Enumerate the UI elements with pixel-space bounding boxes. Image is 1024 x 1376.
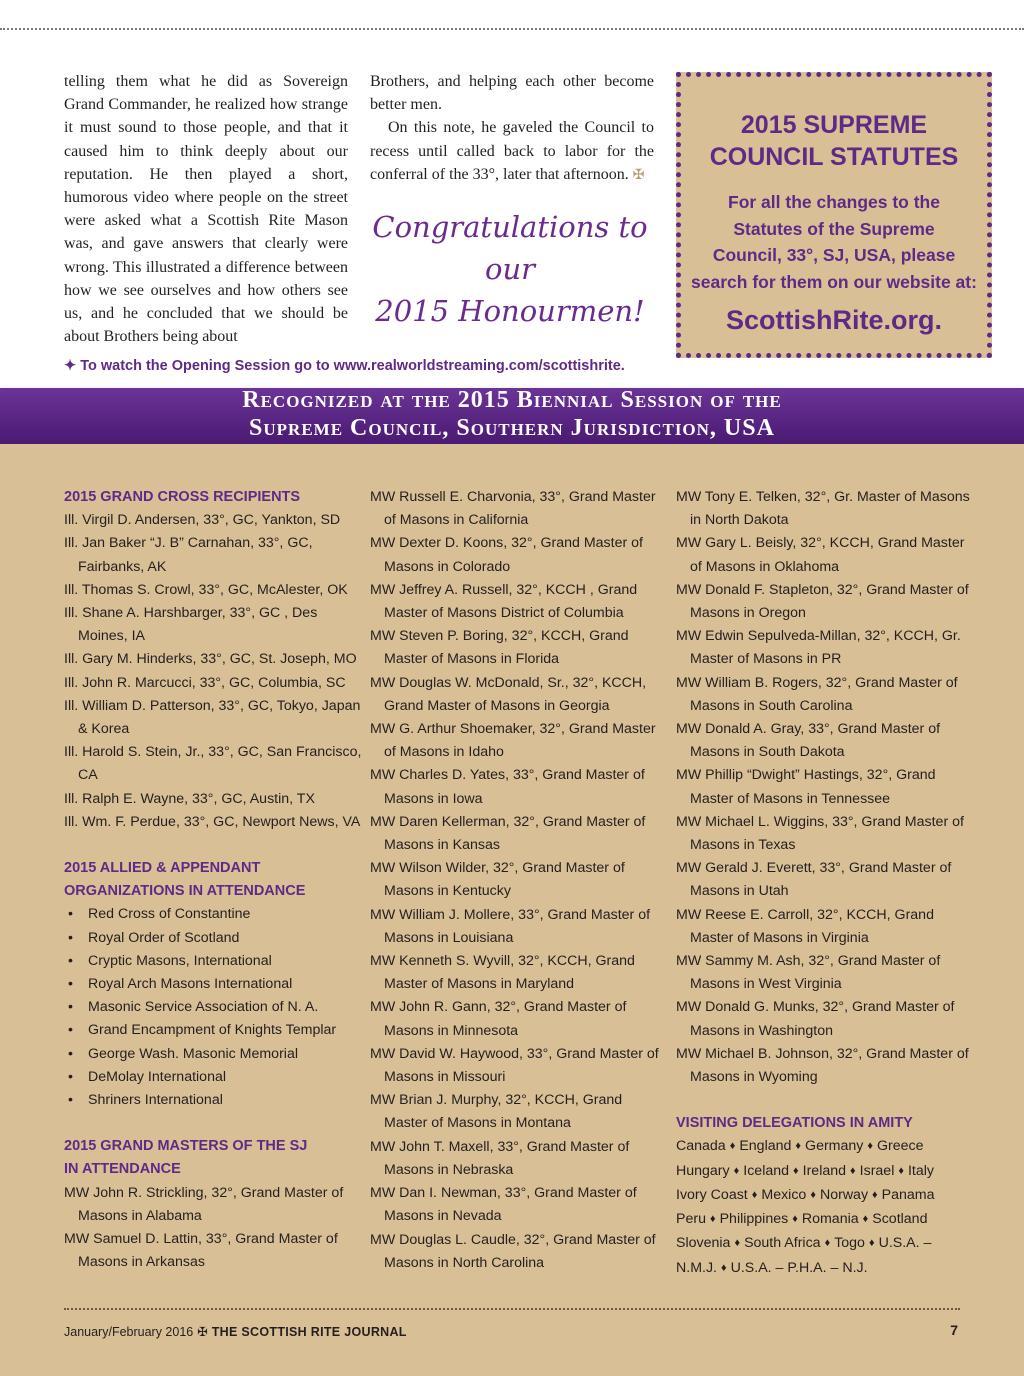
section-banner [0, 388, 1024, 444]
delegation-country: Mexico [761, 1186, 807, 1203]
list-item: MW John R. Gann, 32°, Grand Master of Masons in Minnesota [370, 999, 627, 1039]
allied-heading-line-1: 2015 ALLIED & APPENDANT [64, 860, 261, 877]
statutes-title-line-1: 2015 SUPREME [740, 111, 928, 139]
statutes-website-link[interactable]: ScottishRite.org. [725, 305, 942, 335]
congrats-line-2: 2015 Honourmen! [375, 294, 645, 328]
delegations-row [676, 1232, 974, 1256]
statutes-title-line-2: COUNCIL STATUTES [709, 143, 959, 171]
story-col2-paragraph-2 [370, 116, 654, 187]
recognition-column-2 [370, 486, 668, 1275]
list-item: MW Tony E. Telken, 32°, Gr. Master of Masons in North Dakota [676, 489, 970, 529]
list-item: MW G. Arthur Shoemaker, 32°, Grand Master of Masons in Idaho [370, 721, 656, 761]
footer-dotted-rule [64, 1308, 960, 1310]
list-item: MW John R. Strickling, 32°, Grand Master of Masons in Alabama [64, 1184, 344, 1224]
diamond-separator-icon: ♦ [824, 1237, 831, 1250]
delegations-row [676, 1184, 974, 1208]
list-item: Ill. William D. Patterson, 33°, GC, Tokyo, Japan & Korea [64, 697, 361, 738]
list-item: MW William J. Mollere, 33°, Grand Master of Masons in Louisiana [370, 906, 651, 946]
delegation-country: Israel [859, 1162, 895, 1179]
delegation-country: Norway [819, 1186, 869, 1203]
delegations-heading: VISITING DELEGATIONS IN AMITY [676, 1115, 913, 1132]
list-item: MW Dan I. Newman, 33°, Grand Master of Masons in Nevada [370, 1185, 637, 1225]
list-item: MW Gerald J. Everett, 33°, Grand Master of Masons in Utah [676, 860, 952, 900]
list-item: • Royal Arch Masons International [64, 973, 362, 996]
statutes-body [681, 189, 987, 295]
diamond-separator-icon: ♦ [795, 1140, 802, 1153]
recognition-column-3 [676, 486, 974, 1281]
list-item: • DeMolay International [64, 1066, 362, 1089]
diamond-separator-icon: ♦ [709, 1213, 716, 1226]
delegation-country: Romania [801, 1211, 859, 1228]
list-item: Ill. John R. Marcucci, 33°, GC, Columbia, SC [64, 674, 346, 691]
list-item: MW John T. Maxell, 33°, Grand Master of Masons in Nebraska [370, 1138, 630, 1178]
grand-masters-heading [64, 1135, 362, 1181]
list-item: • Grand Encampment of Knights Templar [64, 1019, 362, 1042]
allied-heading-line-2: ORGANIZATIONS IN ATTENDANCE [64, 883, 306, 900]
diamond-separator-icon: ♦ [734, 1237, 741, 1250]
delegation-country: Germany [805, 1138, 864, 1155]
list-item: MW Daren Kellerman, 32°, Grand Master of Masons in Kansas [370, 813, 646, 854]
banner-line-2: Supreme Council, Southern Jurisdiction, USA [249, 415, 775, 441]
list-item: Ill. Gary M. Hinderks, 33°, GC, St. Joseph, MO [64, 651, 357, 668]
list-item: MW Wilson Wilder, 32°, Grand Master of Masons in Kentucky [370, 860, 625, 900]
delegation-country: Peru [676, 1211, 706, 1228]
diamond-separator-icon: ♦ [792, 1213, 798, 1226]
congrats-line-1: Congratulations to our [372, 210, 648, 286]
diamond-separator-icon: ♦ [862, 1213, 869, 1226]
diamond-separator-icon: ♦ [733, 1164, 740, 1177]
delegation-country: Italy [907, 1162, 935, 1179]
story-column-2 [370, 70, 654, 187]
delegation-country: Hungary [676, 1162, 730, 1179]
list-item: Ill. Wm. F. Perdue, 33°, GC, Newport News, VA [64, 813, 361, 830]
congratulations-script [364, 206, 656, 332]
diamond-separator-icon: ♦ [872, 1188, 878, 1201]
delegation-country: England [739, 1138, 792, 1155]
story-col2-paragraph-2-text: On this note, he gaveled the Council to recess until called back to labor for the conferral of the 33°, later that afternoon. [370, 119, 654, 183]
list-item: MW Gary L. Beisly, 32°, KCCH, Grand Master of Masons in Oklahoma [676, 535, 965, 575]
banner-title [0, 386, 1024, 442]
delegation-country: Philippines [719, 1211, 789, 1228]
banner-line-1: Recognized at the 2015 Biennial Session of the [242, 387, 782, 413]
list-item: MW Kenneth S. Wyvill, 32°, KCCH, Grand Master of Masons in Maryland [370, 953, 635, 993]
list-item: MW Steven P. Boring, 32°, KCCH, Grand Master of Masons in Florida [370, 628, 629, 668]
watch-session-text[interactable]: To watch the Opening Session go to www.realworldstreaming.com/scottishrite. [80, 358, 625, 374]
list-item: MW Michael B. Johnson, 32°, Grand Master of Masons in Wyoming [676, 1045, 969, 1086]
statutes-title [681, 109, 987, 173]
spacer [64, 1112, 362, 1135]
recognition-column-1 [64, 486, 362, 1275]
statutes-body-line-3: Council, 33°, SJ, USA, please [712, 245, 956, 265]
delegation-country: Canada [676, 1138, 726, 1155]
list-item: Ill. Harold S. Stein, Jr., 33°, GC, San Francisco, CA [64, 744, 362, 784]
diamond-separator-icon: ♦ [720, 1261, 727, 1274]
delegation-country: Ireland [802, 1162, 847, 1179]
list-item: • Masonic Service Association of N. A. [64, 996, 362, 1019]
list-item: MW William B. Rogers, 32°, Grand Master of Masons in South Carolina [676, 674, 958, 714]
list-item: Ill. Ralph E. Wayne, 33°, GC, Austin, TX [64, 790, 315, 807]
list-item: MW Douglas L. Caudle, 32°, Grand Master of Masons in North Carolina [370, 1231, 656, 1271]
allied-heading [64, 857, 362, 903]
delegation-country: Slovenia [676, 1235, 731, 1252]
list-item: MW Brian J. Murphy, 32°, KCCH, Grand Master of Masons in Montana [370, 1092, 623, 1132]
list-item: MW Donald F. Stapleton, 32°, Grand Master of Masons in Oregon [676, 581, 969, 622]
delegation-country: Iceland [743, 1162, 790, 1179]
grand-masters-heading-line-1: 2015 GRAND MASTERS OF THE SJ [64, 1138, 308, 1155]
list-item: MW Dexter D. Koons, 32°, Grand Master of Masons in Colorado [370, 535, 643, 575]
grand-masters-heading-line-2: IN ATTENDANCE [64, 1161, 181, 1178]
statutes-body-line-4: search for them on our website at: [691, 271, 977, 292]
list-item: MW Michael L. Wiggins, 33°, Grand Master of Masons in Texas [676, 813, 964, 854]
list-item: • Cryptic Masons, International [64, 950, 362, 973]
delegations-row [676, 1160, 974, 1184]
story-col1-text: telling them what he did as Sovereign Grand Commander, he realized how strange it must sound to those people, and that it caused him to think deeply about our reputation. He then played a short, humorous video where people on the street were asked what a Scottish Rite Mason was, and gave answers that clearly were wrong. This illustrated a difference between how we see ourselves and how others see us, and he concluded that we should be about Brothers being about [64, 73, 348, 346]
delegations-list [676, 1135, 974, 1280]
delegation-country: South Africa [744, 1235, 821, 1252]
list-item: MW Phillip “Dwight” Hastings, 32°, Grand Master of Masons in Tennessee [676, 767, 936, 807]
list-item: • Shriners International [64, 1089, 362, 1112]
list-item: MW David W. Haywood, 33°, Grand Master of Masons in Missouri [370, 1045, 659, 1086]
list-item: MW Donald A. Gray, 33°, Grand Master of Masons in South Dakota [676, 721, 941, 761]
delegations-row [676, 1257, 974, 1281]
footer-journal-name: THE SCOTTISH RITE JOURNAL [211, 1325, 407, 1339]
cross-icon: ✠ [197, 1325, 208, 1339]
list-item: MW Charles D. Yates, 33°, Grand Master of Masons in Iowa [370, 767, 645, 807]
delegation-country: Greece [877, 1138, 924, 1155]
story-col2-paragraph-1: Brothers, and helping each other become better men. [370, 73, 654, 114]
footer-credit [64, 1324, 407, 1339]
top-dotted-rule [0, 28, 1024, 30]
list-item: MW Samuel D. Lattin, 33°, Grand Master of Masons in Arkansas [64, 1231, 338, 1271]
spacer [676, 1089, 974, 1112]
list-item: Ill. Thomas S. Crowl, 33°, GC, McAlester, OK [64, 581, 348, 598]
diamond-separator-icon: ♦ [898, 1164, 904, 1177]
story-column-1 [64, 70, 348, 348]
list-item: Ill. Virgil D. Andersen, 33°, GC, Yankton, SD [64, 512, 341, 529]
statutes-body-line-2: Statutes of the Supreme [733, 218, 935, 239]
list-item: MW Reese E. Carroll, 32°, KCCH, Grand Master of Masons in Virginia [676, 906, 934, 946]
delegations-row [676, 1135, 974, 1159]
list-item: MW Jeffrey A. Russell, 32°, KCCH , Grand Master of Masons District of Columbia [370, 581, 638, 622]
list-item: Ill. Shane A. Harshbarger, 33°, GC , Des Moines, IA [64, 605, 318, 645]
delegation-country: Panama [881, 1186, 935, 1203]
diamond-separator-icon: ♦ [810, 1188, 816, 1201]
list-item: MW Edwin Sepulveda-Millan, 32°, KCCH, Gr. Master of Masons in PR [676, 628, 961, 668]
statutes-callout-box [676, 72, 992, 358]
delegation-country: U.S.A. – [878, 1235, 932, 1252]
delegation-country: Togo [834, 1235, 865, 1252]
delegations-row [676, 1208, 974, 1232]
list-item: Ill. Jan Baker “J. B” Carnahan, 33°, GC, Fairbanks, AK [64, 535, 313, 575]
list-item: MW Donald G. Munks, 32°, Grand Master of Masons in Washington [676, 999, 955, 1039]
diamond-separator-icon: ♦ [867, 1140, 873, 1153]
diamond-separator-icon: ♦ [751, 1188, 758, 1201]
footer-issue: January/February 2016 [64, 1325, 194, 1339]
statutes-body-line-1: For all the changes to the [728, 192, 940, 212]
list-item: MW Douglas W. McDonald, Sr., 32°, KCCH, Grand Master of Masons in Georgia [370, 674, 647, 714]
list-item: • Royal Order of Scotland [64, 927, 362, 950]
delegation-country: Ivory Coast [676, 1186, 748, 1203]
spacer [64, 834, 362, 857]
list-item: MW Sammy M. Ash, 32°, Grand Master of Masons in West Virginia [676, 953, 941, 993]
delegation-country: N.M.J. [676, 1259, 717, 1276]
list-item: MW Russell E. Charvonia, 33°, Grand Master of Masons in California [370, 489, 656, 529]
list-item: • Red Cross of Constantine [64, 903, 362, 926]
end-mark-icon: ✠ [632, 167, 645, 183]
star-icon: ✦ [64, 358, 77, 374]
list-item: • George Wash. Masonic Memorial [64, 1043, 362, 1066]
delegation-country: Scotland [872, 1211, 928, 1228]
delegation-country: U.S.A. – P.H.A. – N.J. [730, 1259, 868, 1276]
diamond-separator-icon: ♦ [793, 1164, 799, 1177]
watch-session-note [64, 358, 684, 374]
diamond-separator-icon: ♦ [729, 1140, 736, 1153]
allied-list [64, 903, 362, 1112]
diamond-separator-icon: ♦ [850, 1164, 856, 1177]
diamond-separator-icon: ♦ [868, 1237, 875, 1250]
grand-cross-heading: 2015 GRAND CROSS RECIPIENTS [64, 489, 301, 505]
page-number: 7 [950, 1322, 958, 1338]
